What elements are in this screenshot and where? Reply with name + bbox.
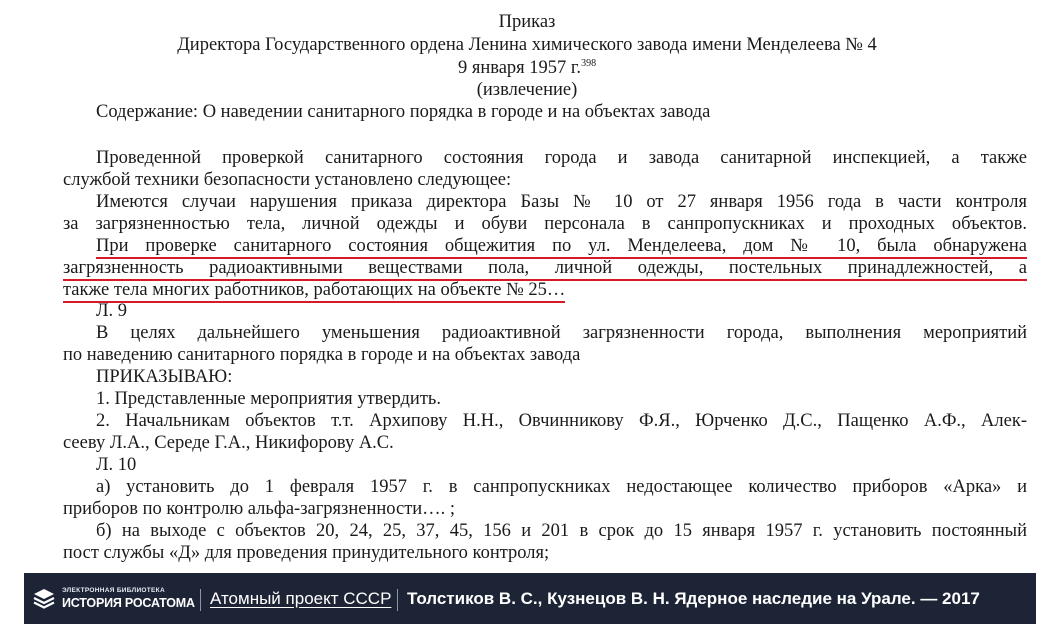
item-2-line-1: 2. Начальникам объектов т.т. Архипову Н.Н., Овчинникову Ф.Я., Юрченко Д.С., Пащенко А.Ф., Алек- — [96, 411, 1027, 431]
item-b-line-2: пост службы «Д» для проведения принудительного контроля; — [63, 543, 550, 563]
highlighted-line-1: При проверке санитарного состояния общежития по ул. Менделеева, дом № 10, была обнаружена — [96, 235, 1027, 259]
item-1: 1. Представленные мероприятия утвердить. — [96, 389, 441, 409]
highlighted-line-2: загрязненность радиоактивными веществами пола, личной одежды, постельных принадлежностей, а — [63, 257, 1027, 281]
footer-divider — [397, 589, 398, 611]
book-stack-icon — [32, 587, 56, 611]
item-b-line-1: б) на выходе с объектов 20, 24, 25, 37, 45, 156 и 201 в срок до 15 января 1957 г. установить постоянный — [96, 521, 1027, 541]
text-line-3: Имеются случаи нарушения приказа директора Базы № 10 от 27 января 1956 года в части контроля — [96, 192, 1027, 212]
text-line-2: службой техники безопасности установлено следующее: — [63, 170, 512, 190]
item-2-line-2: сееву Л.А., Середе Г.А., Никифорову А.С. — [63, 433, 394, 453]
item-a-line-2: приборов по контролю альфа-загрязненности…. ; — [63, 499, 456, 519]
order-date-line — [0, 57, 1054, 79]
order-keyword: ПРИКАЗЫВАЮ: — [96, 367, 233, 387]
order-issuer: Директора Государственного ордена Ленина химического завода имени Менделеева № 4 — [177, 35, 877, 55]
text-line-1: Проведенной проверкой санитарного состояния города и завода санитарной инспекцией, а также — [96, 148, 1027, 168]
content-summary: Содержание: О наведении санитарного порядка в городе и на объектах завода — [96, 102, 711, 122]
footer-divider — [200, 589, 201, 611]
text-line-10: по наведению санитарного порядка в городе и на объектах завода — [63, 345, 581, 365]
sheet-marker-9: Л. 9 — [96, 301, 128, 321]
text-line-9: В целях дальнейшего уменьшения радиоактивной загрязненности города, выполнения мероприятий — [96, 323, 1027, 343]
library-label: ЭЛЕКТРОННАЯ БИБЛИОТЕКА — [62, 587, 165, 594]
footnote-ref: 398 — [581, 58, 597, 69]
library-footer — [24, 573, 1036, 624]
sheet-marker-10: Л. 10 — [96, 455, 137, 475]
highlighted-line-3: также тела многих работников, работающих на объекте № 25… — [63, 279, 565, 303]
text-line-4: за загрязненностью тела, личной одежды и обуви персонала в санпропускниках и проходных объектов. — [63, 214, 1027, 234]
order-date: 9 января 1957 г. — [457, 58, 582, 78]
item-a-line-1: а) установить до 1 февраля 1957 г. в санпропускниках недостающее количество приборов «Арка» и — [96, 477, 1027, 497]
order-title: Приказ — [498, 12, 556, 32]
source-citation: Толстиков В. С., Кузнецов В. Н. Ядерное наследие на Урале. — 2017 — [407, 589, 980, 608]
project-link[interactable]: Атомный проект СССР — [210, 589, 392, 608]
library-name[interactable]: ИСТОРИЯ РОСАТОМА — [62, 596, 195, 610]
extract-note: (извлечение) — [476, 80, 578, 100]
